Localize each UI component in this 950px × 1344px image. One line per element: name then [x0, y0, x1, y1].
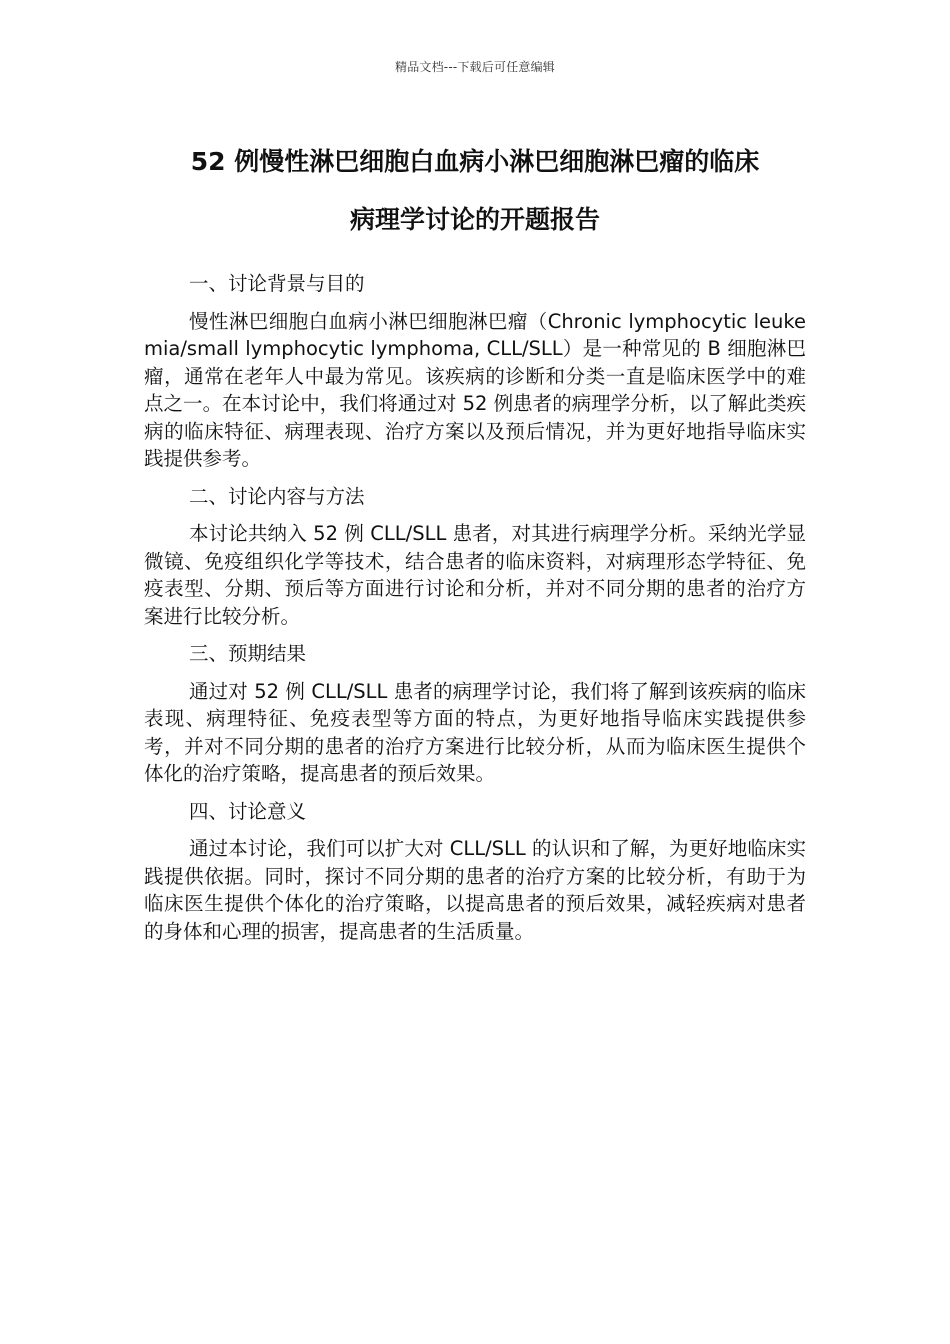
- section-background: [144, 270, 806, 473]
- document-title: [110, 133, 840, 249]
- section-paragraph: 通过对 52 例 CLL/SLL 患者的病理学讨论，我们将了解到该疾病的临床表现、病理特征、免疫表型等方面的特点，为更好地指导临床实践提供参考，并对不同分期的患者的治疗方案进行比较分析，从而为临床医生提供个体化的治疗策略，提高患者的预后效果。: [144, 679, 806, 785]
- title-line-1: 52 例慢性淋巴细胞白血病小淋巴细胞淋巴瘤的临床: [190, 147, 760, 176]
- section-paragraph: 本讨论共纳入 52 例 CLL/SLL 患者，对其进行病理学分析。采纳光学显微镜、免疫组织化学等技术，结合患者的临床资料，对病理形态学特征、免疫表型、分期、预后等方面进行讨论和分析，并对不同分期的患者的治疗方案进行比较分析。: [144, 522, 806, 628]
- section-expected-results: [144, 640, 806, 788]
- document-body: [144, 270, 806, 955]
- section-heading: 四、讨论意义: [189, 799, 307, 823]
- header-note: 精品文档---下载后可任意编辑: [395, 60, 555, 74]
- section-paragraph: 通过本讨论，我们可以扩大对 CLL/SLL 的认识和了解，为更好地临床实践提供依据。同时，探讨不同分期的患者的治疗方案的比较分析，有助于为临床医生提供个体化的治疗策略，以提高患者的预后效果，减轻疾病对患者的身体和心理的损害，提高患者的生活质量。: [144, 837, 806, 943]
- section-heading: 一、讨论背景与目的: [189, 272, 365, 295]
- title-line-2: 病理学讨论的开题报告: [349, 205, 600, 234]
- section-heading: 二、讨论内容与方法: [189, 484, 365, 508]
- section-significance: [144, 798, 806, 946]
- section-content-method: [144, 483, 806, 631]
- section-heading: 三、预期结果: [189, 642, 307, 665]
- section-paragraph: 慢性淋巴细胞白血病小淋巴细胞淋巴瘤（Chronic lymphocytic leukemia/small lymphocytic lymphoma, CLL/SLL）是一种常见的 B 细胞淋巴瘤，通常在老年人中最为常见。该疾病的诊断和分类一直是临床医学中的难点之一。在本讨论中，我们将通过对 52 例患者的病理学分析，以了解此类疾病的临床特征、病理表现、治疗方案以及预后情况，并为更好地指导临床实践提供参考。: [144, 309, 806, 470]
